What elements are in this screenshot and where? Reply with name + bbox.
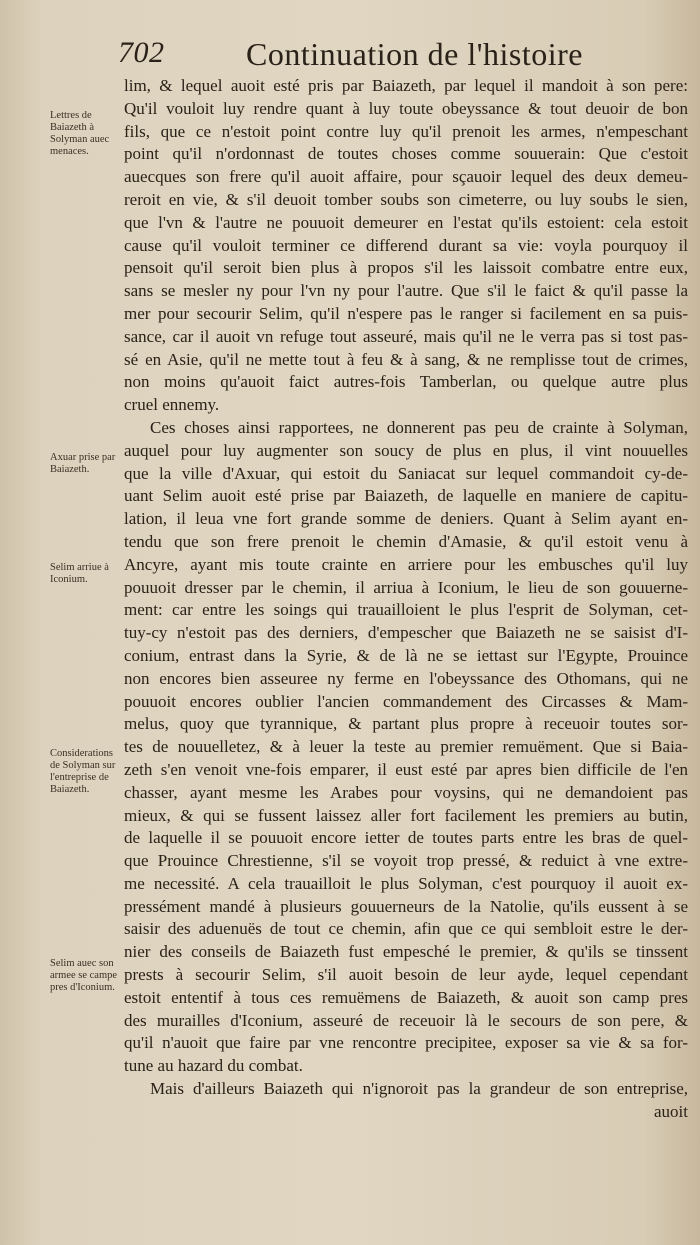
margin-note: Selim auec son armee se campe pres d'Iconium. (50, 958, 118, 993)
text-line: sans se mesler ny pour l'vn ny pour l'autre. Que s'il le faict & qu'il passe la (124, 281, 688, 301)
text-line: me necessité. A cela trauailloit le plus Solyman, c'est pourquoy il auoit ex- (124, 873, 688, 893)
running-title: Continuation de l'histoire (246, 36, 583, 72)
text-line: pensoit qu'il seroit bien plus à propos s'il les laissoit combatre entre eux, (124, 258, 688, 278)
text-line: conium, entrast dans la Syrie, & de là ne se iettast sur l'Egypte, Prouince (124, 645, 688, 665)
text-line: point qu'il n'ordonnast de toutes choses comme souuerain: Que c'estoit (124, 144, 688, 164)
text-line: chasser, ayant mesme les Arabes pour voysins, qui ne demandoient pas (124, 782, 688, 802)
text-line: estoit ententif à tous ces remuëmens de Baiazeth, & auoit son camp pres (124, 987, 688, 1007)
text-line: Ancyre, ayant mis toute crainte en arriere pour les embusches qu'il luy (124, 554, 688, 574)
text-line: tes de nouuelletez, & à leuer la teste au premier remuëment. Que si Baia- (124, 737, 688, 757)
text-line: ment: car entre les soings qui trauailloient le plus l'esprit de Solyman, cet- (124, 600, 688, 620)
text-line: fils, que ce n'estoit point contre luy qu'il prenoit les armes, n'empeschant (124, 121, 688, 141)
text-line: qu'il n'auoit que faire par vne rencontre precipitee, exposer sa vie & sa for- (124, 1033, 688, 1053)
text-line: auquel pour luy augmenter son soucy de plus en plus, il vint nouuelles (124, 440, 688, 460)
margin-note: Lettres de Baiazeth à Solyman auec menaces. (50, 110, 110, 157)
text-line: cruel ennemy. (124, 395, 220, 415)
text-line: lation, il leua vne fort grande somme de deniers. Quant à Selim ayant en- (124, 509, 688, 529)
text-line: pressément mandé à plusieurs gouuerneurs de la Natolie, qu'ils eussent à se (124, 896, 688, 916)
text-line: saisir des aduenuës de tout ce chemin, afin que ce qui sembloit estre le der- (124, 919, 688, 939)
catchword: auoit (654, 1101, 688, 1121)
text-line: tendu que son frere prenoit le chemin d'Amasie, & qu'il estoit venu à (124, 531, 688, 551)
text-line: de laquelle il se pouuoit encore ietter de toutes parts entre les bras de quel- (124, 828, 688, 848)
text-line: sé en Asie, qu'il ne mette tout à feu & à sang, & ne remplisse tout de crimes, (124, 349, 688, 369)
text-line: que Prouince Chrestienne, s'il se voyoit trop pressé, & reduict à vne extre- (124, 851, 688, 871)
text-line: uant Selim auoit esté prise par Baiazeth, de laquelle en maniere de capitu- (124, 486, 688, 506)
page-header (118, 36, 678, 76)
text-line: mer pour secourir Selim, qu'il n'espere pas le ranger si facilement en sa puis- (124, 303, 688, 323)
text-line: mieux, & qui se fussent laissez aller fort facilement les premiers au butin, (124, 805, 688, 825)
text-line: non moins qu'auoit faict autres-fois Tamberlan, ou quelque autre plus (124, 372, 688, 392)
text-line: pouuoit encores oublier l'ancien commandement des Circasses & Mam- (124, 691, 688, 711)
text-line: reroit en vie, & s'il deuoit tomber soubs son cimeterre, ou luy soubs le sien, (124, 189, 688, 209)
text-line: lim, & lequel auoit esté pris par Baiazeth, par lequel il mandoit à son pere: (124, 76, 688, 95)
text-line: tuy-cy n'estoit pas des derniers, d'empescher que Baiazeth ne se saisist d'I- (124, 623, 688, 643)
text-line: Mais d'ailleurs Baiazeth qui n'ignoroit pas la grandeur de son entreprise, (150, 1079, 688, 1099)
margin-note: Considerations de Solyman sur l'entreprise de Baiazeth. (50, 748, 116, 795)
text-line: pouuoit dresser par le chemin, il arriua à Iconium, le lieu de son gouuerne- (124, 577, 688, 597)
text-line: sance, car il auoit vn refuge tout asseuré, mais qu'il ne le verra pas si tost pas- (124, 326, 688, 346)
text-line: prests à secourir Selim, s'il auoit besoin de leur ayde, lequel cependant (124, 965, 688, 985)
text-line: melus, quoy que tyrannique, & partant plus propre à receuoir toutes sor- (124, 714, 688, 734)
text-line: que l'vn & l'autre ne pouuoit demeurer en l'estat qu'ils estoient: cela estoit (124, 212, 688, 232)
body-text (124, 75, 688, 1124)
text-line: des murailles d'Iconium, asseuré de receuoir là le secours de son pere, & (124, 1010, 688, 1030)
text-line: tune au hazard du combat. (124, 1056, 303, 1076)
text-line: Qu'il vouloit luy rendre quant à luy toute obeyssance & tout deuoir de bon (124, 98, 688, 118)
text-line: cause qu'il vouloit terminer ce differend durant sa vie: voyla pourquoy il (124, 235, 688, 255)
page-number: 702 (118, 36, 165, 69)
text-line: non encores bien asseuree ny ferme en l'obeyssance des Othomans, qui ne (124, 668, 688, 688)
text-line: zeth s'en venoit vne-fois emparer, il eust esté par apres bien difficile de l'en (124, 759, 688, 779)
text-line: que la ville d'Axuar, qui estoit du Saniacat sur lequel commandoit cy-de- (124, 463, 688, 483)
margin-note: Axuar prise par Baiazeth. (50, 452, 116, 475)
text-line: auecques son frere qu'il auoit affaire, pour sçauoir lequel des deux demeu- (124, 167, 688, 187)
text-line: Ces choses ainsi rapportees, ne donnerent pas peu de crainte à Solyman, (150, 417, 688, 437)
text-line: nier des conseils de Baiazeth fust empesché le premier, & qu'ils se tinssent (124, 942, 688, 962)
margin-note: Selim arriue à Iconium. (50, 562, 109, 585)
